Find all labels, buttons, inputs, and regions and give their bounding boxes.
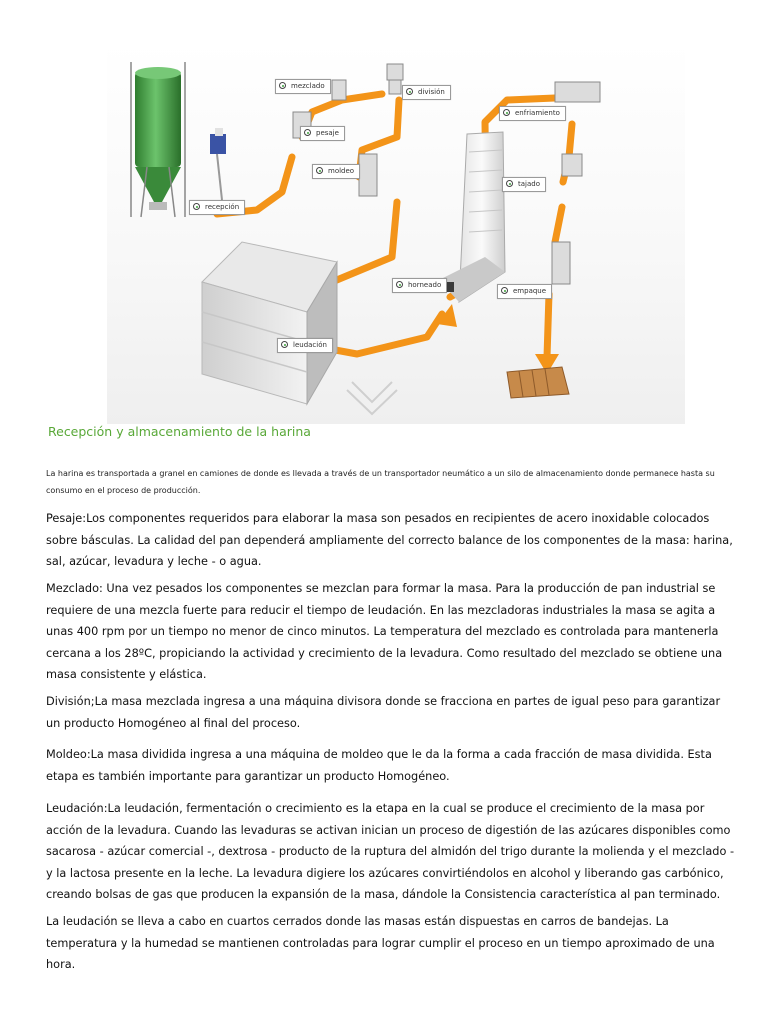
marker-icon: [304, 129, 311, 136]
marker-icon: [506, 180, 513, 187]
label-enfriamiento: enfriamiento: [499, 106, 566, 121]
label-tajado: tajado: [502, 177, 546, 192]
label-empaque: empaque: [497, 284, 552, 299]
marker-icon: [281, 341, 288, 348]
paragraph-leudacion: Leudación:La leudación, fermentación o crecimiento es la etapa en la cual se produce el crecimiento de la masa por acción de la levadura. Cuando las levaduras se activan inician un proceso de digestión de las azúcares disponibles como sacarosa - azúcar comercial -, dextrosa - producto de la ruptura del almidón del trigo durante la molienda y el mezclado - y la lactosa presente en la leche. La levadura digiere los azúcares convirtiéndolos en alcohol y liberando gas carbónico, creando bolsas de gas que producen la expansión de la masa, dándole la Consistencia característica al pan terminado.: [46, 802, 735, 901]
section-heading: Recepción y almacenamiento de la harina: [48, 424, 311, 439]
chevron-down-icon: [347, 382, 397, 414]
oven-icon: [439, 132, 505, 302]
arrow-heads: [437, 304, 559, 374]
marker-icon: [503, 109, 510, 116]
label-mezclado: mezclado: [275, 79, 331, 94]
label-pesaje: pesaje: [300, 126, 345, 141]
label-division: división: [402, 85, 451, 100]
label-recepcion: recepción: [189, 200, 245, 215]
paragraph-leudacion-detalle: La leudación se lleva a cabo en cuartos cerrados donde las masas están dispuestas en carros de bandejas. La temperatura y la humedad se mantienen controladas para lograr cumplir el proceso en un tiempo aproximado de una hora.: [46, 915, 715, 971]
label-leudacion: leudación: [277, 338, 333, 353]
paragraph-moldeo: Moldeo:La masa dividida ingresa a una máquina de moldeo que le da la forma a cada fracción de masa dividida. Esta etapa es también importante para garantizar un producto Homogéneo.: [46, 748, 712, 783]
silo-icon: [131, 62, 185, 217]
process-flow-illustration: [107, 42, 685, 424]
pump-icon: [210, 128, 226, 200]
marker-icon: [396, 281, 403, 288]
pallet-icon: [507, 367, 569, 398]
marker-icon: [501, 287, 508, 294]
paragraph-mezclado: Mezclado: Una vez pesados los componentes se mezclan para formar la masa. Para la producción de pan industrial se requiere de una mezcla fuerte para reducir el tiempo de leudación. En las mezcladoras industriales la masa se agita a unas 400 rpm por un tiempo no menor de cinco minutos. La temperatura del mezclado es controlada para mantenerla cercana a los 28ºC, propiciando la actividad y crecimiento de la levadura. Como resultado del mezclado se obtiene una masa consistente y elástica.: [46, 582, 723, 681]
paragraph-pesaje: Pesaje:Los componentes requeridos para elaborar la masa son pesados en recipientes de acero inoxidable colocados sobre básculas. La calidad del pan dependerá ampliamente del correcto balance de los componentes de la masa: harina, sal, azúcar, levadura y leche - o agua.: [46, 512, 733, 568]
marker-icon: [279, 82, 286, 89]
marker-icon: [316, 167, 323, 174]
label-horneado: horneado: [392, 278, 447, 293]
bread-process-diagram: [107, 42, 685, 424]
proofing-room-icon: [202, 242, 337, 404]
marker-icon: [193, 203, 200, 210]
paragraph-division: División;La masa mezclada ingresa a una máquina divisora donde se fracciona en partes de igual peso para garantizar un producto Homogéneo al final del proceso.: [46, 695, 721, 730]
marker-icon: [406, 88, 413, 95]
intro-paragraph: La harina es transportada a granel en camiones de donde es llevada a través de un transportador neumático a un silo de almacenamiento donde permanece hasta su consumo en el proceso de producción.: [46, 469, 715, 495]
label-moldeo: moldeo: [312, 164, 360, 179]
